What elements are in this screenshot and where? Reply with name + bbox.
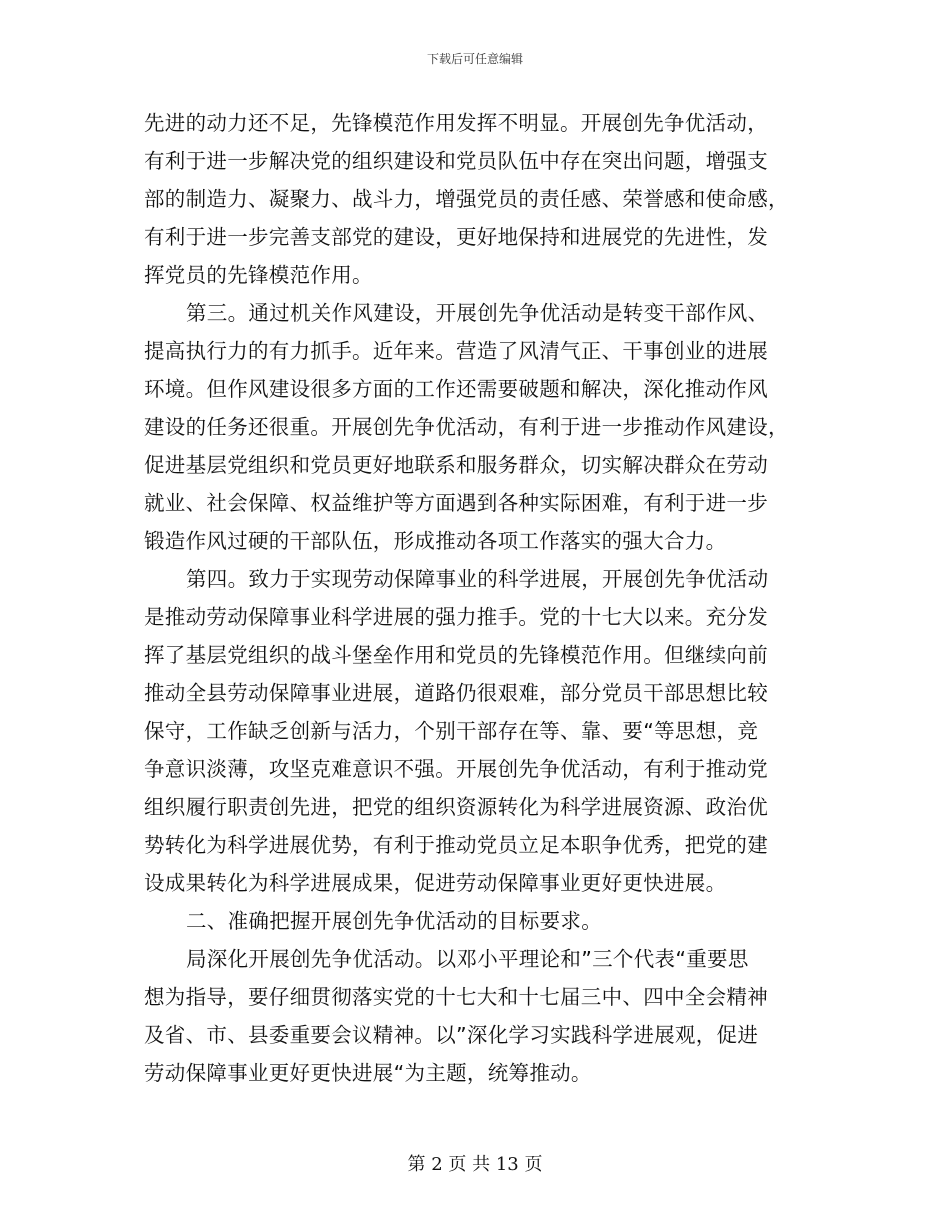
text-line: 推动全县劳动保障事业进展，道路仍很艰难，部分党员干部思想比较: [144, 681, 768, 705]
text-line: 有利于进一步完善支部党的建设，更好地保持和进展党的先进性，发: [144, 225, 768, 249]
text-line: 环境。但作风建设很多方面的工作还需要破题和解决，深化推动作风: [144, 377, 768, 401]
text-line: 建设的任务还很重。开展创先争优活动，有利于进一步推动作风建设，: [144, 415, 789, 439]
paragraph-goal-start: 局深化开展创先争优活动。以邓小平理论和”三个代表“重要思: [186, 947, 749, 971]
text-line: 先进的动力还不足，先锋模范作用发挥不明显。开展创先争优活动，: [144, 111, 768, 135]
paragraph-fourth-start: 第四。致力于实现劳动保障事业的科学进展，开展创先争优活动: [186, 567, 769, 591]
text-line: 挥党员的先锋模范作用。: [144, 263, 373, 287]
paragraph-third-start: 第三。通过机关作风建设，开展创先争优活动是转变干部作风、: [186, 301, 769, 325]
text-line: 保守，工作缺乏创新与活力，个别干部存在等、靠、要“等思想，竞: [144, 719, 759, 743]
text-line: 促进基层党组织和党员更好地联系和服务群众，切实解决群众在劳动: [144, 453, 768, 477]
text-line: 是推动劳动保障事业科学进展的强力推手。党的十七大以来。充分发: [144, 605, 768, 629]
text-line: 挥了基层党组织的战斗堡垒作用和党员的先锋模范作用。但继续向前: [144, 643, 768, 667]
page-number: 第 2 页 共 13 页: [407, 1154, 543, 1175]
text-line: 提高执行力的有力抓手。近年来。营造了风清气正、干事创业的进展: [144, 339, 768, 363]
text-line: 劳动保障事业更好更快进展“为主题，统筹推动。: [144, 1061, 592, 1085]
text-line: 锻造作风过硬的干部队伍，形成推动各项工作落实的强大合力。: [144, 529, 727, 553]
section-heading: 二、准确把握开展创先争优活动的目标要求。: [186, 909, 602, 933]
text-line: 势转化为科学进展优势，有利于推动党员立足本职争优秀，把党的建: [144, 833, 768, 857]
document-body: [144, 104, 806, 1092]
text-line: 设成果转化为科学进展成果，促进劳动保障事业更好更快进展。: [144, 871, 727, 895]
text-line: 有利于进一步解决党的组织建设和党员队伍中存在突出问题，增强支: [144, 149, 768, 173]
text-line: 及省、市、县委重要会议精神。以”深化学习实践科学进展观，促进: [144, 1023, 759, 1047]
text-line: 组织履行职责创先进，把党的组织资源转化为科学进展资源、政治优: [144, 795, 768, 819]
page-header: 下载后可任意编辑: [426, 52, 523, 66]
text-line: 想为指导，要仔细贯彻落实党的十七大和十七届三中、四中全会精神: [144, 985, 768, 1009]
text-line: 争意识淡薄，攻坚克难意识不强。开展创先争优活动，有利于推动党: [144, 757, 768, 781]
text-line: 部的制造力、凝聚力、战斗力，增强党员的责任感、荣誉感和使命感，: [144, 187, 789, 211]
text-line: 就业、社会保障、权益维护等方面遇到各种实际困难，有利于进一步: [144, 491, 768, 515]
